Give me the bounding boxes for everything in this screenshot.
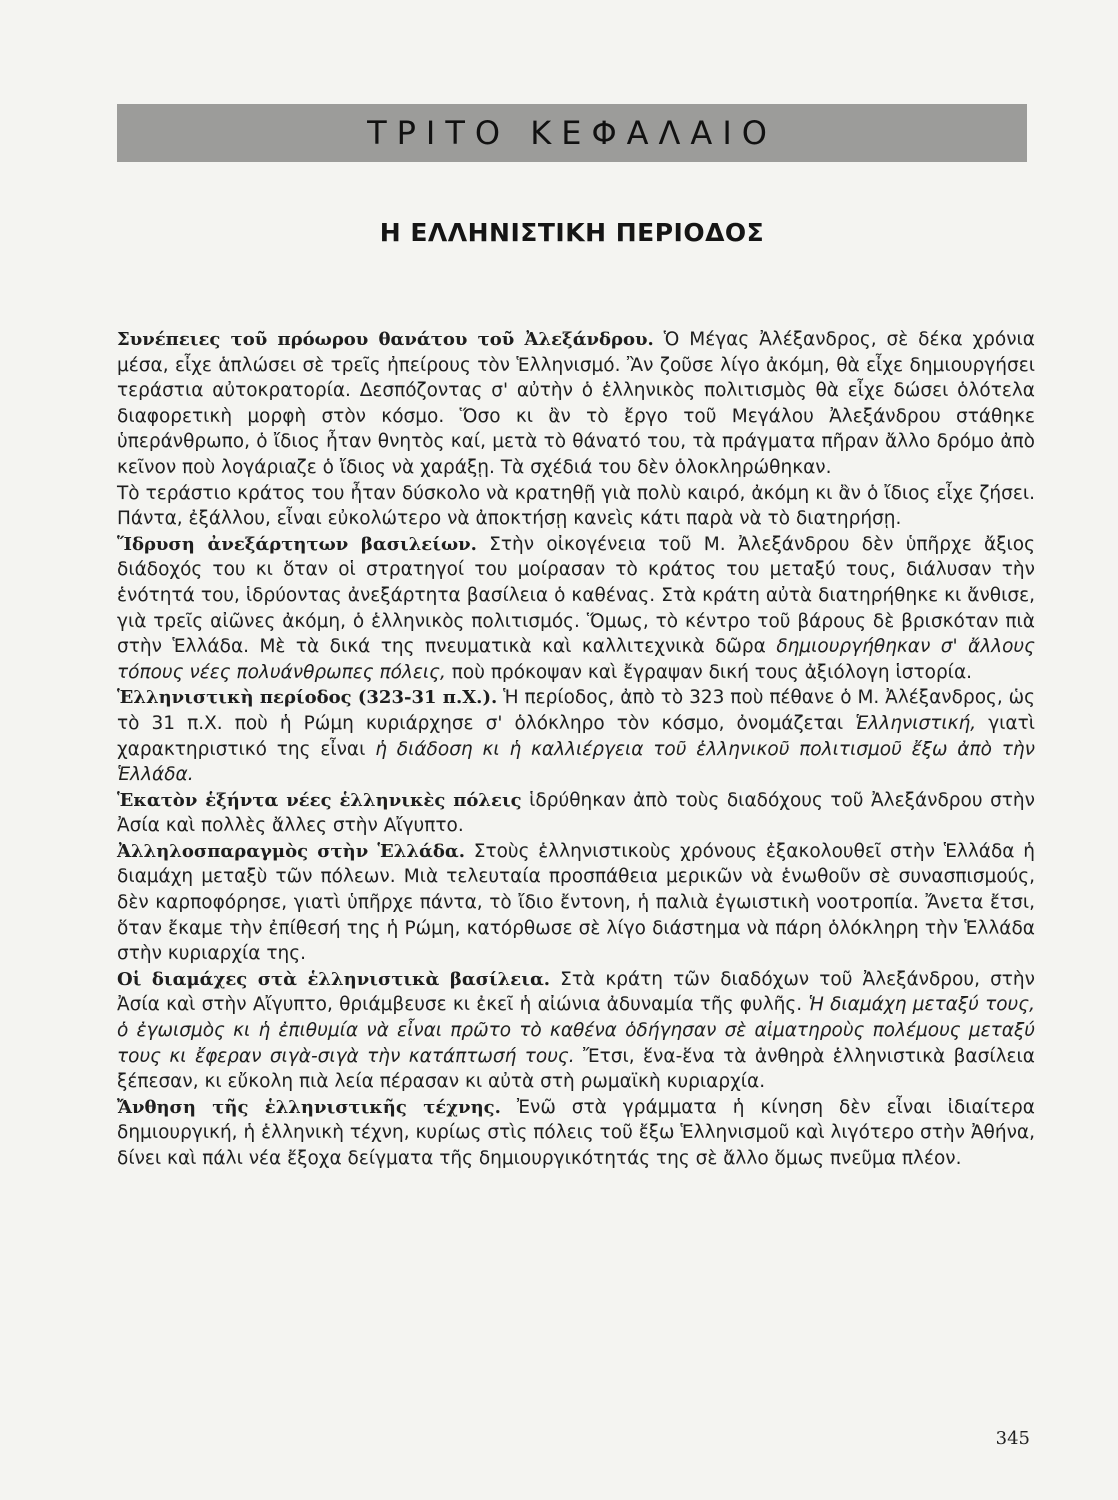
paragraph-text: Ἐνῶ στὰ γράμματα ἡ κίνηση δὲν εἶναι ἰδιαίτερα δημιουργική, ἡ ἑλληνικὴ τέχνη, κυρίως στὶς πόλεις τοῦ ἔξω Ἑλληνισμοῦ καὶ λιγότερο στὴν Ἀθήνα, δίνει καὶ πάλι νέα ἔξοχα δείγματα τῆς δημιουργικότητάς της σὲ ἄλλο ὅμως πνεῦμα πλέον. xyxy=(117,1096,1035,1169)
paragraph-italic: ἡ διάδοση κι ἡ καλλιέργεια τοῦ ἑλληνικοῦ πολιτισμοῦ ἔξω ἀπὸ τὴν Ἑλλάδα. xyxy=(117,738,1035,786)
text-body xyxy=(117,327,1035,1172)
paragraph-text: Στοὺς ἑλληνιστικοὺς χρόνους ἐξακολουθεῖ στὴν Ἑλλάδα ἡ διαμάχη μεταξὺ τῶν πόλεων. Μιὰ τελευταία προσπάθεια μερικῶν νὰ ἑνωθοῦν σὲ συνασπισμούς, δὲν καρποφόρησε, γιατὶ ὑπῆρχε πάντα, τὸ ἴδιο ἔντονη, ἡ παλιὰ ἐγωιστικὴ νοοτροπία. Ἄνετα ἔτσι, ὅταν ἔκαμε τὴν ἐπίθεσή της ἡ Ρώμη, κατόρθωσε σὲ λίγο διάστημα νὰ πάρη ὁλόκληρη τὴν Ἑλλάδα στὴν κυριαρχία της. xyxy=(117,840,1035,965)
paragraph-text: Τὸ τεράστιο κράτος του ἦταν δύσκολο νὰ κρατηθῇ γιὰ πολὺ καιρό, ἀκόμη κι ἂν ὁ ἴδιος εἶχε ζήσει. Πάντα, ἐξάλλου, εἶναι εὐκολώτερο νὰ ἀποκτήσῃ κανεὶς κάτι παρὰ νὰ τὸ διατηρήσῃ. xyxy=(117,482,1035,530)
paragraph-text: Στὴν οἰκογένεια τοῦ Μ. Ἀλεξάνδρου δὲν ὑπῆρχε ἄξιος διάδοχός του κι ὅταν οἱ στρατηγοί του μοίρασαν τὸ κράτος του μεταξύ τους, διάλυσαν τὴν ἑνότητά του, ἱδρύοντας ἀνεξάρτητα βασίλεια ὁ καθένας. Στὰ κράτη αὐτὰ διατηρήθηκε κι ἄνθισε, γιὰ τρεῖς αἰῶνες ἀκόμη, ὁ ἑλληνικὸς πολιτισμός. Ὅμως, τὸ κέντρο τοῦ βάρους δὲ βρισκόταν πιὰ στὴν Ἑλλάδα. Μὲ τὰ δικά της πνευματικὰ καὶ καλλιτεχνικὰ δῶρα xyxy=(117,533,1035,658)
paragraph-early-death xyxy=(117,327,1035,481)
paragraph-text: ἱδρύθηκαν ἀπὸ τοὺς διαδόχους τοῦ Ἀλεξάνδρου στὴν Ἀσία καὶ πολλὲς ἄλλες στὴν Αἴγυπτο. xyxy=(117,789,1035,837)
paragraph-text: Ἡ περίοδος, ἀπὸ τὸ 323 ποὺ πέθανε ὁ Μ. Ἀλέξανδρος, ὡς τὸ 31 π.Χ. ποὺ ἡ Ρώμη κυριάρχησε σ' ὁλόκληρο τὸν κόσμο, ὀνομάζεται xyxy=(117,687,1035,734)
section-title: Η ΕΛΛΗΝΙΣΤΙΚΗ ΠΕΡΙΟΔΟΣ xyxy=(379,218,765,247)
paragraph-text: Ὁ Μέγας Ἀλέξανδρος, σὲ δέκα χρόνια μέσα, εἶχε ἁπλώσει σὲ τρεῖς ἠπείρους τὸν Ἑλληνισμό. Ἂν ζοῦσε λίγο ἀκόμη, θὰ εἶχε δημιουργήσει τεράστια αὐτοκρατορία. Δεσπόζοντας σ' αὐτὴν ὁ ἑλληνικὸς πολιτισμὸς θὰ εἶχε δώσει ὁλότελα διαφορετικὴ μορφὴ στὸν κόσμο. Ὅσο κι ἂν τὸ ἔργο τοῦ Μεγάλου Ἀλεξάνδρου στάθηκε ὑπεράνθρωπο, ὁ ἴδιος ἦταν θνητὸς καί, μετὰ τὸ θάνατό του, τὰ πράγματα πῆραν ἄλλο δρόμο ἀπὸ κεῖνον ποὺ λογάριαζε ὁ ἴδιος νὰ χαράξῃ. Τὰ σχέδιά του δὲν ὁλοκληρώθηκαν. xyxy=(117,329,1035,478)
paragraph-italic: δημιουργήθηκαν σ' ἄλλους τόπους νέες πολυάνθρωπες πόλεις, xyxy=(117,636,1035,683)
paragraph-lead: Ἑκατὸν ἑξήντα νέες ἑλληνικὲς πόλεις xyxy=(117,789,522,811)
paragraph-lead: Οἱ διαμάχες στὰ ἑλληνιστικὰ βασίλεια. xyxy=(117,968,551,990)
paragraph-italic: Ἡ διαμάχη μεταξύ τους, ὁ ἐγωισμὸς κι ἡ ἐπιθυμία νὰ εἶναι πρῶτο τὸ καθένα ὁδήγησαν σὲ αἱματηροὺς πολέμους μεταξύ τους κι ἔφεραν σιγὰ-σιγὰ τὴν κατάπτωσή τους. xyxy=(117,994,1035,1067)
chapter-banner xyxy=(117,104,1027,162)
paragraph-italic: Ἑλληνιστική, xyxy=(855,712,977,734)
chapter-label: ΤΡΙΤΟ ΚΕΦΑΛΑΙΟ xyxy=(367,114,777,152)
paragraph-kingdoms xyxy=(117,532,1035,686)
paragraph-text: γιατὶ χαρακτηριστικό της εἶναι xyxy=(117,712,1036,760)
paragraph-text: Στὰ κράτη τῶν διαδόχων τοῦ Ἀλεξάνδρου, στὴν Ἀσία καὶ στὴν Αἴγυπτο, θριάμβευσε κι ἐκεῖ ἡ αἰώνια ἀδυναμία τῆς φυλῆς. xyxy=(117,968,1035,1016)
paragraph-lead: Ἀλληλοσπαραγμὸς στὴν Ἑλλάδα. xyxy=(117,840,465,862)
paragraph-lead: Ἄνθηση τῆς ἑλληνιστικῆς τέχνης. xyxy=(117,1096,501,1118)
paragraph-lead: Ἑλληνιστικὴ περίοδος (323-31 π.Χ.). xyxy=(117,687,498,709)
paragraph-text: ποὺ πρόκοψαν καὶ ἔγραψαν δική τους ἀξιόλογη ἱστορία. xyxy=(445,661,973,683)
paragraph-lead: Συνέπειες τοῦ πρόωρου θανάτου τοῦ Ἀλεξάνδρου. xyxy=(117,329,654,350)
paragraph-lead: Ἵδρυση ἀνεξάρτητων βασιλείων. xyxy=(117,533,477,555)
page-number: 345 xyxy=(995,1428,1030,1449)
paragraph-text: Ἔτσι, ἕνα-ἕνα τὰ ἀνθηρὰ ἑλληνιστικὰ βασίλεια ξέπεσαν, κι εὔκολη πιὰ λεία πέρασαν κι αὐτὰ στὴ ρωμαϊκὴ κυριαρχία. xyxy=(117,1045,1035,1093)
paragraph-art xyxy=(117,1095,1035,1172)
paragraph-new-cities xyxy=(117,788,1035,839)
paragraph-strife-greece xyxy=(117,839,1035,967)
paragraph-hellenistic-period xyxy=(117,685,1035,787)
paragraph-empire xyxy=(117,481,1035,532)
paragraph-kingdom-conflicts xyxy=(117,967,1035,1095)
